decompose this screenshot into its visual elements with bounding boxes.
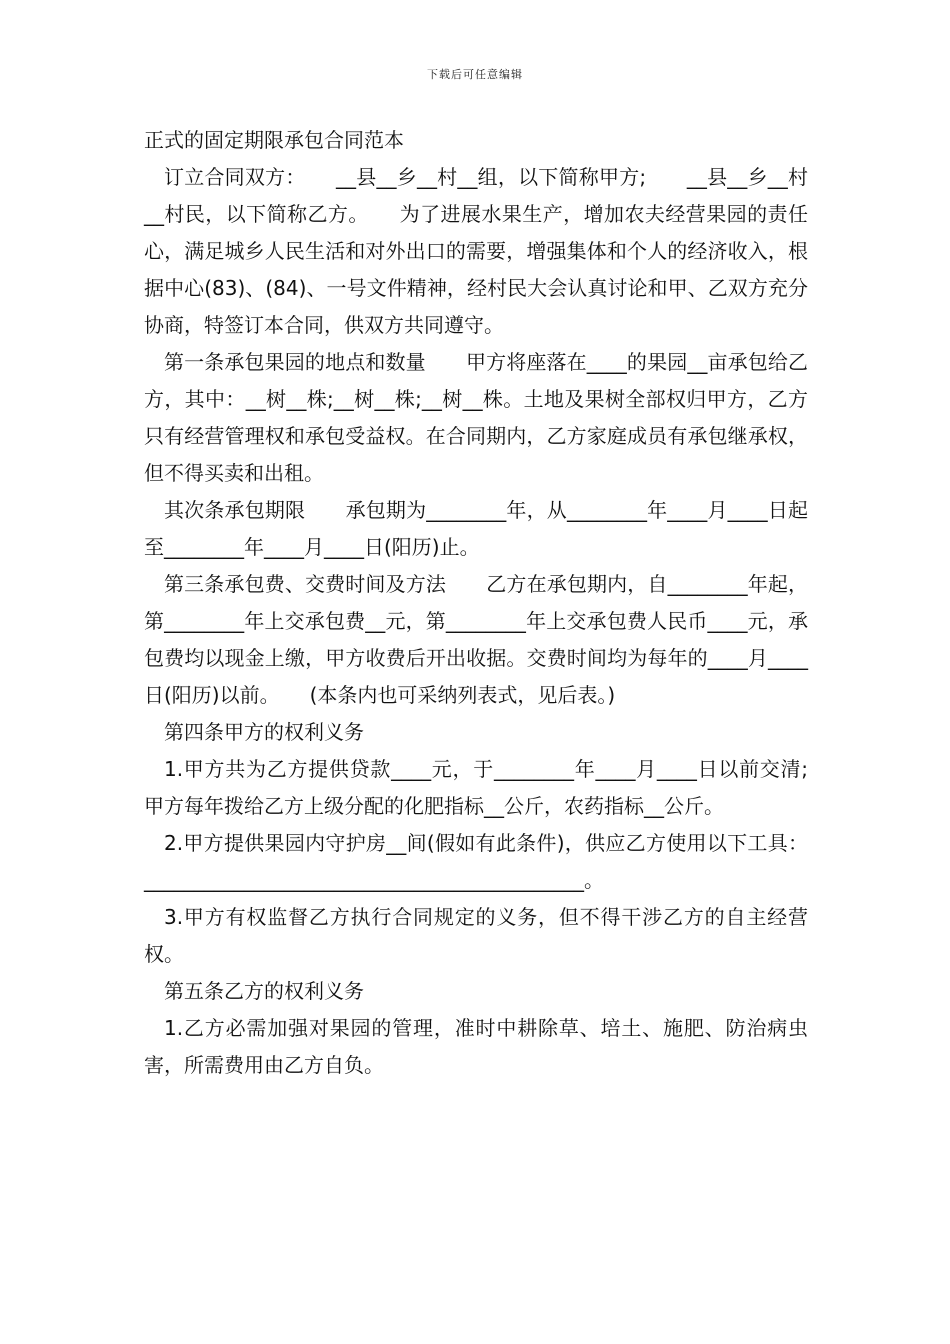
paragraph-article-5-item-1: 1.乙方必需加强对果园的管理，准时中耕除草、培土、施肥、防治病虫害，所需费用由乙方自负。 [144,1016,808,1077]
paragraph-article-4-item-1: 1.甲方共为乙方提供贷款____元，于________年____月____日以前交清;甲方每年拨给乙方上级分配的化肥指标__公斤，农药指标__公斤。 [144,757,808,818]
heading-article-5: 第五条乙方的权利义务 [164,979,364,1003]
document-title: 正式的固定期限承包合同范本 [144,128,404,152]
heading-article-4: 第四条甲方的权利义务 [164,720,364,744]
paragraph-article-1: 第一条承包果园的地点和数量 甲方将座落在____的果园__亩承包给乙方，其中：__树__株;__树__株;__树__株。土地及果树全部权归甲方，乙方只有经营管理权和承包受益权。在合同期内，乙方家庭成员有承包继承权，但不得买卖和出租。 [144,350,808,485]
paragraph-article-4-item-2: 2.甲方提供果园内守护房__间(假如有此条件)，供应乙方使用以下工具：____________________________________________。 [144,831,808,892]
paragraph-article-3: 第三条承包费、交费时间及方法 乙方在承包期内，自________年起，第________年上交承包费__元，第________年上交承包费人民币____元，承包费均以现金上缴，甲方收费后开出收据。交费时间均为每年的____月____日(阳历)以前。 (本条内也可采纳列表式，见后表。) [144,572,808,707]
document-body [144,122,808,1084]
paragraph-article-4-item-3: 3.甲方有权监督乙方执行合同规定的义务，但不得干涉乙方的自主经营权。 [144,905,808,966]
paragraph-parties: 订立合同双方： __县__乡__村__组，以下简称甲方; __县__乡__村__村民，以下简称乙方。 为了进展水果生产，增加农夫经营果园的责任心，满足城乡人民生活和对外出口的需要，增强集体和个人的经济收入，根据中心(83)、(84)、一号文件精神，经村民大会认真讨论和甲、乙双方充分协商，特签订本合同，供双方共同遵守。 [144,165,808,337]
paragraph-article-2: 其次条承包期限 承包期为________年，从________年____月____日起至________年____月____日(阳历)止。 [144,498,808,559]
page-header-note: 下载后可任意编辑 [427,68,523,81]
